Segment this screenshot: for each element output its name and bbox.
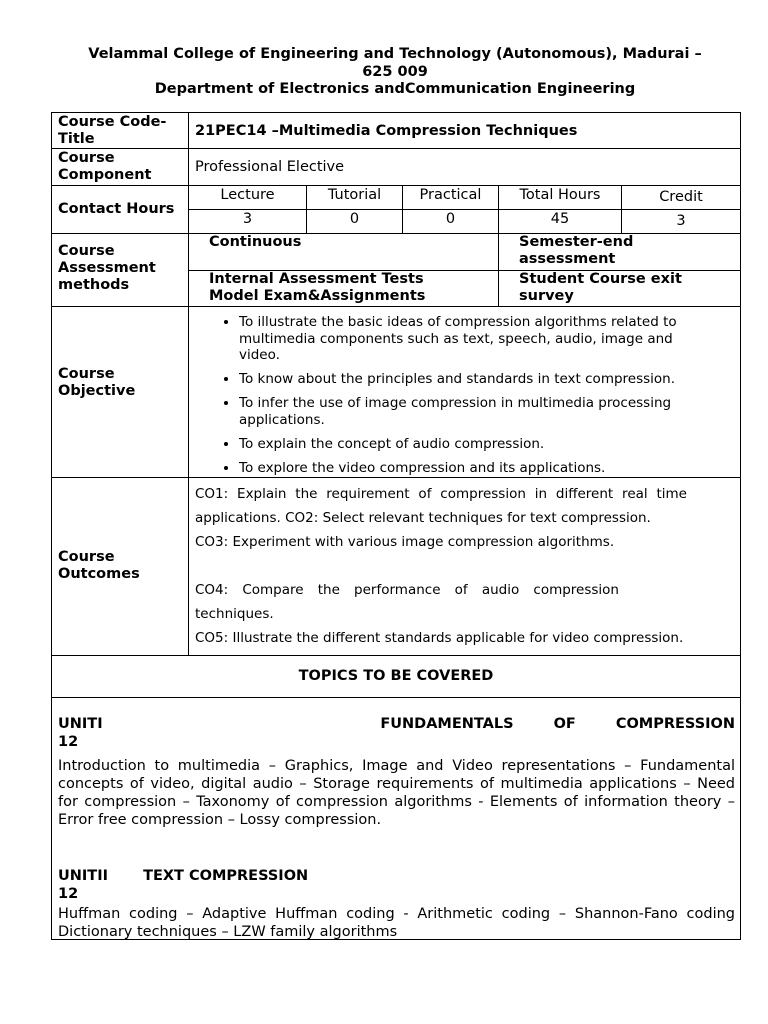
outcomes-label: Course Outcomes — [58, 549, 140, 582]
outcome-co4: CO4: Compare the performance of audio compression techniques. — [195, 582, 619, 622]
credit-header: Credit — [659, 189, 703, 205]
outcome-co5: CO5: Illustrate the different standards applicable for video compression. — [195, 630, 684, 646]
assessment-continuous: Continuous — [209, 234, 302, 250]
objective-item: • To infer the use of image compression in multimedia processing applications. — [239, 395, 709, 428]
total-hours-value: 45 — [550, 211, 570, 227]
course-code-label: Course Code-Title — [58, 114, 167, 147]
column-divider — [498, 233, 499, 306]
objective-list — [189, 314, 709, 484]
outcome-co1-co2: CO1: Explain the requirement of compression in different real time applications. CO2: Select relevant techniques for text compression. — [195, 486, 687, 526]
objective-item: • To explain the concept of audio compression. — [239, 436, 709, 453]
course-code-value: 21PEC14 –Multimedia Compression Techniques — [195, 123, 578, 139]
syllabus-table — [51, 112, 741, 940]
college-pincode: 625 009 — [362, 63, 428, 80]
lecture-value: 3 — [242, 211, 253, 227]
unit1-title-word: OF — [553, 716, 576, 732]
total-hours-header: Total Hours — [519, 187, 601, 203]
course-component-value: Professional Elective — [195, 159, 345, 175]
row-divider — [52, 185, 740, 186]
unit1-label: UNITI — [58, 716, 103, 732]
objective-item: • To explore the video compression and its applications. — [239, 460, 709, 477]
unit1-title-word: COMPRESSION — [615, 716, 735, 732]
practical-header: Practical — [419, 187, 482, 203]
unit2-hours: 12 — [58, 886, 79, 902]
unit2-heading — [58, 867, 735, 885]
outcome-co3: CO3: Experiment with various image compression algorithms. — [195, 534, 615, 550]
contact-hours-label: Contact Hours — [58, 201, 175, 217]
course-component-label: Course Component — [58, 150, 152, 183]
objective-item: • To illustrate the basic ideas of compression algorithms related to multimedia components such as text, speech, audio, image and video. — [239, 314, 709, 364]
assessment-exit-survey: Student Course exit survey — [519, 271, 682, 304]
topics-heading: TOPICS TO BE COVERED — [298, 668, 494, 684]
unit2-body: Huffman coding – Adaptive Huffman coding - Arithmetic coding – Shannon-Fano coding Dictionary techniques – LZW family algorithms — [58, 906, 735, 940]
row-divider — [189, 209, 740, 210]
unit1-heading — [58, 715, 735, 733]
unit2-title: TEXT COMPRESSION — [143, 868, 309, 884]
department-name: Department of Electronics andCommunication Engineering — [154, 81, 636, 97]
document-header — [50, 46, 740, 99]
objective-item: • To know about the principles and standards in text compression. — [239, 371, 709, 388]
tutorial-value: 0 — [349, 211, 360, 227]
college-name: Velammal College of Engineering and Technology (Autonomous), Madurai – — [88, 46, 702, 62]
unit1-body: Introduction to multimedia – Graphics, Image and Video representations – Fundamental concepts of video, digital audio – Storage requirements of multimedia applications – Need for compression – Taxonomy of compression algorithms - Elements of information theory – Error free compression – Lossy compression. — [58, 758, 735, 828]
lecture-header: Lecture — [220, 187, 275, 203]
unit2-section — [58, 867, 735, 941]
unit1-section — [58, 715, 735, 829]
row-divider — [52, 148, 740, 149]
row-divider — [52, 306, 740, 307]
row-divider — [52, 697, 740, 698]
unit2-label: UNITII — [58, 868, 108, 884]
credit-value: 3 — [676, 213, 686, 229]
unit1-title-word: FUNDAMENTALS — [380, 716, 514, 732]
unit1-hours: 12 — [58, 734, 79, 750]
tutorial-header: Tutorial — [327, 187, 382, 203]
assessment-label: Course Assessment methods — [58, 243, 156, 293]
assessment-internal: Internal Assessment Tests Model Exam&Assignments — [209, 271, 426, 304]
assessment-semester-end: Semester-end assessment — [519, 234, 634, 267]
practical-value: 0 — [445, 211, 456, 227]
objective-label: Course Objective — [58, 366, 136, 399]
row-divider — [52, 655, 740, 656]
